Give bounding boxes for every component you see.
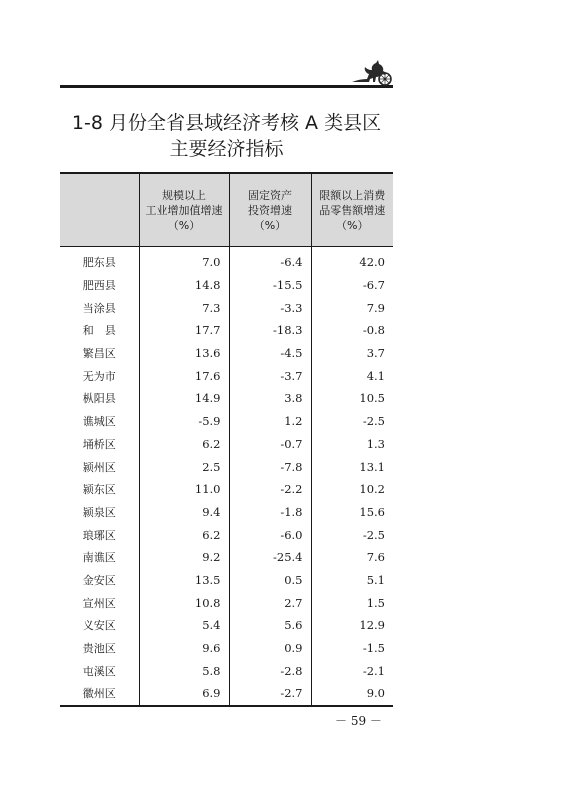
table-row	[60, 364, 393, 387]
region-cell: 宣州区	[82, 596, 116, 610]
investment-growth-cell: -6.0	[229, 523, 311, 546]
header-investment-growth: 固定资产 投资增速 （%）	[229, 173, 311, 247]
industry-growth-cell: 6.2	[139, 433, 229, 456]
investment-growth-cell: -0.7	[229, 433, 311, 456]
title-line-2: 主要经济指标	[169, 138, 284, 160]
table-row	[60, 591, 393, 614]
retail-growth-cell: 7.6	[311, 546, 393, 569]
table-row	[60, 342, 393, 365]
table-row	[60, 319, 393, 342]
retail-growth-cell: 10.2	[311, 478, 393, 501]
table-row	[60, 682, 393, 706]
region-cell: 谯城区	[82, 415, 116, 429]
retail-growth-cell: 42.0	[311, 247, 393, 274]
industry-growth-cell: 6.9	[139, 682, 229, 706]
region-cell: 颍泉区	[82, 505, 116, 519]
table-body	[60, 247, 393, 706]
investment-growth-cell: -25.4	[229, 546, 311, 569]
industry-growth-cell: 13.6	[139, 342, 229, 365]
investment-growth-cell: -7.8	[229, 455, 311, 478]
investment-growth-cell: 0.5	[229, 569, 311, 592]
indicator-table	[60, 172, 393, 707]
investment-growth-cell: -2.7	[229, 682, 311, 706]
industry-growth-cell: 5.8	[139, 659, 229, 682]
region-cell: 颍东区	[82, 483, 116, 497]
investment-growth-cell: -6.4	[229, 247, 311, 274]
retail-growth-cell: 5.1	[311, 569, 393, 592]
table-row	[60, 247, 393, 274]
table-row	[60, 274, 393, 297]
retail-growth-cell: -1.5	[311, 637, 393, 660]
industry-growth-cell: 5.4	[139, 614, 229, 637]
table-row	[60, 296, 393, 319]
region-cell: 贵池区	[82, 642, 116, 656]
retail-growth-cell: -2.5	[311, 410, 393, 433]
region-cell: 金安区	[82, 573, 116, 587]
page-number: － 59 －	[335, 714, 382, 728]
industry-growth-cell: 7.3	[139, 296, 229, 319]
industry-growth-cell: 17.6	[139, 364, 229, 387]
retail-growth-cell: -0.8	[311, 319, 393, 342]
investment-growth-cell: -2.2	[229, 478, 311, 501]
page-title	[60, 110, 393, 162]
region-cell: 颍州区	[82, 460, 116, 474]
retail-growth-cell: -2.1	[311, 659, 393, 682]
investment-growth-cell: 1.2	[229, 410, 311, 433]
table-row	[60, 546, 393, 569]
region-cell: 肥西县	[82, 279, 116, 293]
region-cell: 繁昌区	[82, 347, 116, 361]
region-cell: 枞阳县	[82, 392, 116, 406]
industry-growth-cell: 7.0	[139, 247, 229, 274]
table-row	[60, 410, 393, 433]
region-cell: 无为市	[82, 369, 116, 383]
title-line-1: 1-8 月份全省县域经济考核 A 类县区	[71, 112, 382, 134]
industry-growth-cell: 13.5	[139, 569, 229, 592]
investment-growth-cell: -4.5	[229, 342, 311, 365]
industry-growth-cell: 17.7	[139, 319, 229, 342]
industry-growth-cell: 10.8	[139, 591, 229, 614]
industry-growth-cell: -5.9	[139, 410, 229, 433]
retail-growth-cell: 10.5	[311, 387, 393, 410]
region-cell: 义安区	[82, 619, 116, 633]
table-row	[60, 637, 393, 660]
investment-growth-cell: -3.7	[229, 364, 311, 387]
table-row	[60, 478, 393, 501]
industry-growth-cell: 9.6	[139, 637, 229, 660]
retail-growth-cell: -2.5	[311, 523, 393, 546]
horse-chariot-emblem-icon	[349, 58, 395, 86]
investment-growth-cell: -15.5	[229, 274, 311, 297]
investment-growth-cell: 3.8	[229, 387, 311, 410]
table-row	[60, 523, 393, 546]
region-cell: 当涂县	[82, 301, 116, 315]
region-cell: 埇桥区	[82, 437, 116, 451]
retail-growth-cell: 4.1	[311, 364, 393, 387]
investment-growth-cell: -18.3	[229, 319, 311, 342]
table-row	[60, 569, 393, 592]
table-row	[60, 614, 393, 637]
table-header-row	[60, 173, 393, 247]
table-row	[60, 387, 393, 410]
region-cell: 和 县	[82, 324, 116, 338]
retail-growth-cell: 12.9	[311, 614, 393, 637]
retail-growth-cell: 9.0	[311, 682, 393, 706]
region-cell: 屯溪区	[82, 664, 116, 678]
table-row	[60, 659, 393, 682]
investment-growth-cell: -3.3	[229, 296, 311, 319]
investment-growth-cell: 2.7	[229, 591, 311, 614]
industry-growth-cell: 6.2	[139, 523, 229, 546]
industry-growth-cell: 14.8	[139, 274, 229, 297]
industry-growth-cell: 9.2	[139, 546, 229, 569]
retail-growth-cell: 15.6	[311, 501, 393, 524]
industry-growth-cell: 11.0	[139, 478, 229, 501]
industry-growth-cell: 2.5	[139, 455, 229, 478]
investment-growth-cell: 0.9	[229, 637, 311, 660]
region-cell: 琅琊区	[82, 528, 116, 542]
retail-growth-cell: 13.1	[311, 455, 393, 478]
header-retail-growth: 限额以上消费 品零售额增速 （%）	[311, 173, 393, 247]
industry-growth-cell: 9.4	[139, 501, 229, 524]
header-rule	[60, 85, 393, 88]
investment-growth-cell: -1.8	[229, 501, 311, 524]
region-cell: 南谯区	[82, 551, 116, 565]
header-corner-cell	[60, 173, 139, 247]
retail-growth-cell: 3.7	[311, 342, 393, 365]
header-industry-growth: 规模以上 工业增加值增速 （%）	[139, 173, 229, 247]
investment-growth-cell: -2.8	[229, 659, 311, 682]
retail-growth-cell: 7.9	[311, 296, 393, 319]
retail-growth-cell: 1.3	[311, 433, 393, 456]
retail-growth-cell: -6.7	[311, 274, 393, 297]
table-row	[60, 501, 393, 524]
retail-growth-cell: 1.5	[311, 591, 393, 614]
investment-growth-cell: 5.6	[229, 614, 311, 637]
table-row	[60, 433, 393, 456]
industry-growth-cell: 14.9	[139, 387, 229, 410]
table-row	[60, 455, 393, 478]
region-cell: 肥东县	[82, 256, 116, 270]
region-cell: 徽州区	[60, 682, 139, 706]
